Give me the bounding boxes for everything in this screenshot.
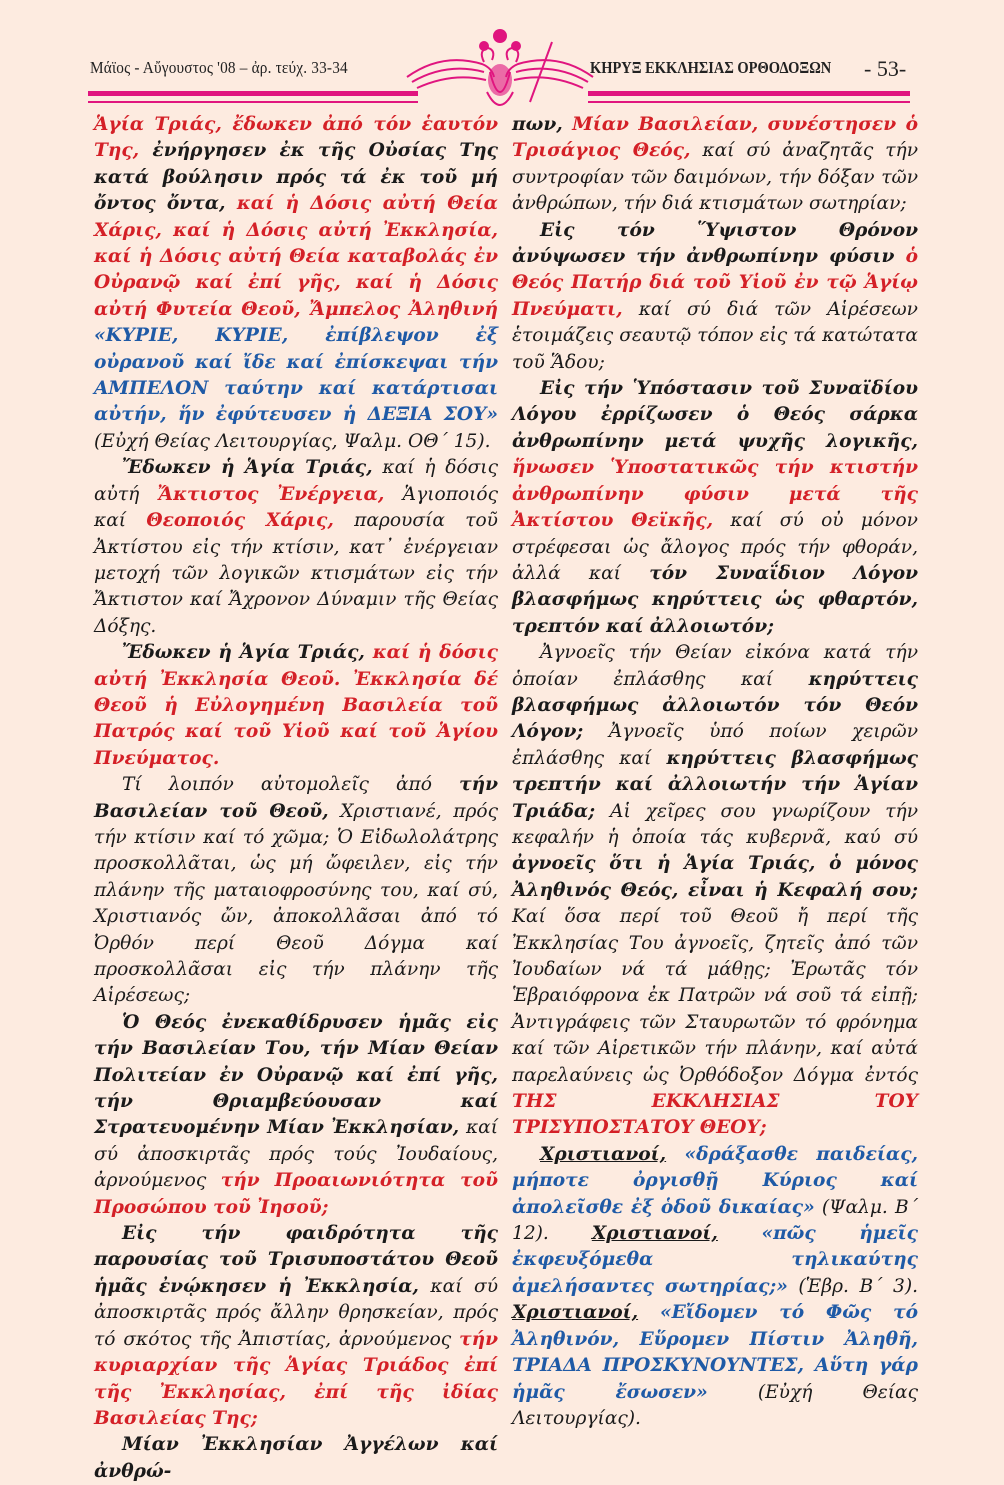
paragraph	[94, 772, 498, 1010]
quote-blue: «ΚΥΡΙΕ, ΚΥΡΙΕ, ἐπίβλεψον ἐξ οὐρανοῦ καί ἴδε καί ἐπίσκεψαι τήν ΑΜΠΕΛΟΝ ταύτην καί κατάρτισαι αὐτήν, ἥν ἐφύτευσεν ἡ ΔΕΞΙΑ ΣΟΥ»	[94, 325, 498, 426]
paragraph	[94, 1010, 498, 1221]
paragraph	[94, 112, 498, 455]
right-column	[512, 112, 918, 1432]
red-text: Ἄκτιστος Ἐνέργεια,	[157, 483, 385, 505]
paragraph	[94, 455, 498, 640]
paragraph	[94, 640, 498, 772]
red-text: Θεοποιός Χάρις,	[146, 510, 334, 532]
text: καί σύ ἀναζητᾶς τήν συντροφίαν τῶν δαιμόνων, τήν δόξαν τῶν ἀνθρώπων, τήν διά κτισμάτων σωτηρίαν;	[512, 140, 918, 215]
text: Χριστιανέ, πρός τήν κτίσιν καί τό χῶμα; Ὁ Εἰδωλολάτρης προσκολλᾶται, ὡς μή ὤφειλεν, εἰς τήν πλάνην τῆς ματαιοφροσύνης του, καί σύ, Χριστιανός ὤν, ἀποκολλᾶσαι ἀπό τό Ὀρθόν περί Θεοῦ Δόγμα καί προσκολλᾶσαι εἰς τήν πλάνην τῆς Αἱρέσεως;	[94, 800, 498, 1007]
page-header	[0, 0, 1004, 110]
citation: (Ἑβρ. Β´ 3).	[787, 1275, 918, 1297]
bold-text: ἀγνοεῖς ὅτι ἡ Ἁγία Τριάς, ὁ μόνος Ἀληθινός Θεός, εἶναι ἡ Κεφαλή σου;	[512, 853, 918, 901]
text: Ἀγνοεῖς ὑπό ποίων χειρῶν ἐπλάσθης καί	[512, 721, 918, 769]
bold-text: κηρύττεις βλασφήμως τρεπτήν καί ἀλλοιωτήν τήν Ἁγίαν Τριάδα;	[512, 747, 918, 822]
quote-blue: «πῶς ἡμεῖς ἐκφευξόμεθα τηλικαύτης ἀμελήσαντες σωτηρίας;»	[512, 1223, 918, 1297]
header-rule-right-thin	[588, 101, 910, 103]
quote-blue: «Εἴδομεν τό Φῶς τό Ἀληθινόν, Εὕρομεν Πίστιν Ἀληθῆ, ΤΡΙΑΔΑ ΠΡΟΣΚΥΝΟΥΝΤΕΣ, Αὕτη γάρ ἡμᾶς ἔσωσεν»	[512, 1302, 918, 1403]
red-text: ΤΗΣ ΕΚΚΛΗΣΙΑΣ ΤΟΥ ΤΡΙΣΥΠΟΣΤΑΤΟΥ ΘΕΟΥ;	[512, 1091, 918, 1139]
underlined-address: Χριστιανοί,	[540, 1143, 667, 1165]
header-rule-left	[88, 91, 418, 96]
text: Τί λοιπόν αὐτομολεῖς ἀπό	[122, 774, 460, 796]
text: καί σύ διά τῶν Αἱρέσεων ἑτοιμάζεις σεαυτῷ τόπον εἰς τά κατώτατα τοῦ Ἅδου;	[512, 298, 918, 373]
citation: (Εὐχή Θείας Λειτουργίας, Ψαλμ. ΟΘ´ 15).	[94, 430, 491, 452]
bold-text: πων,	[512, 114, 563, 135]
left-column	[94, 112, 498, 1485]
bold-text: Ἔδωκεν ἡ Ἁγία Τριάς,	[122, 642, 365, 664]
bold-text: τήν Βασιλείαν τοῦ Θεοῦ,	[94, 774, 498, 822]
text: Αἱ χεῖρες σου γνωρίζουν τήν κεφαλήν ἡ ὁποία τάς κυβερνᾶ, καύ σύ	[512, 800, 918, 848]
red-text: τήν κυριαρχίαν τῆς Ἁγίας Τριάδος ἐπί τῆς Ἐκκλησίας, ἐπί τῆς ἰδίας Βασιλείας Της;	[94, 1328, 498, 1429]
paragraph	[512, 376, 918, 640]
bold-text: κηρύττεις βλασφήμως ἀλλοιωτόν τόν Θεόν Λόγον;	[512, 668, 918, 743]
text: Ἀγνοεῖς τήν Θείαν εἰκόνα κατά τήν ὁποίαν ἐπλάσθης καί	[512, 642, 918, 690]
bold-text: τόν Συναΐδιον Λόγον βλασφήμως κηρύττεις ὡς φθαρτόν, τρεπτόν καί ἀλλοιωτόν;	[512, 562, 919, 637]
text: καί ἡ δόσις αὐτή	[94, 457, 498, 505]
red-text: καί ἡ δόσις αὐτή Ἐκκλησία Θεοῦ. Ἐκκλησία δέ Θεοῦ ἡ Εὐλογημένη Βασιλεία τοῦ Πατρός καί τοῦ Υἱοῦ καί τοῦ Ἁγίου Πνεύματος.	[94, 642, 498, 769]
text: καί σύ ἀποσκιρτᾶς πρός ἄλλην θρησκείαν, πρός τό σκότος τῆς Ἀπιστίας, ἀρνούμενος	[94, 1275, 499, 1350]
text: καί σύ οὐ μόνον στρέφεσαι ὡς ἄλογος πρός τήν φθοράν, ἀλλά καί	[512, 510, 918, 584]
red-text: ἥνωσεν Ὑποστατικῶς τήν κτιστήν ἀνθρωπίνην φύσιν μετά τῆς Ἀκτίστου Θεϊκῆς,	[512, 457, 918, 532]
paragraph	[512, 112, 918, 218]
bold-text: ἐνήργησεν ἐκ τῆς Οὐσίας Της κατά βούλησιν πρός τά ἐκ τοῦ μή ὄντος ὄντα,	[94, 140, 498, 215]
red-text: καί ἡ Δόσις αὐτή Θεία Χάρις, καί ἡ Δόσις αὐτή Ἐκκλησία, καί ἡ Δόσις αὐτή Θεία καταβολάς ἐν Οὐρανῷ καί ἐπί γῆς, καί ἡ Δόσις αὐτή Φυτεία Θεοῦ, Ἄμπελος Ἀληθινή	[94, 193, 498, 320]
bold-text: Εἰς τόν Ὕψιστον Θρόνον ἀνύψωσεν τήν ἀνθρωπίνην φύσιν	[512, 219, 918, 268]
header-rule-right	[588, 91, 910, 96]
underlined-address: Χριστιανοί,	[512, 1302, 639, 1324]
page-number: - 53-	[864, 56, 907, 81]
red-text: Ἁγία Τριάς, ἔδωκεν ἀπό τόν ἑαυτόν Της,	[94, 114, 498, 162]
underlined-address: Χριστιανοί,	[591, 1223, 718, 1245]
paragraph	[512, 1142, 918, 1432]
red-text: ὁ Θεός Πατήρ διά τοῦ Υἱοῦ ἐν τῷ Ἁγίῳ Πνεύματι,	[512, 246, 918, 320]
red-text: τήν Προαιωνιότητα τοῦ Προσώπου τοῦ Ἰησοῦ;	[94, 1170, 498, 1218]
paragraph	[512, 640, 918, 1142]
citation: (Ψαλμ. Β´ 12).	[512, 1196, 918, 1245]
text: καί σύ ἀποσκιρτᾶς πρός τούς Ἰουδαίους, ἀρνούμενος	[94, 1117, 499, 1192]
citation: (Εὐχή Θείας Λειτουργίας).	[512, 1381, 919, 1429]
quote-blue: «δράξασθε παιδείας, μήποτε ὀργισθῇ Κύριος καί ἀπολεῖσθε ἐξ ὁδοῦ δικαίας»	[512, 1143, 918, 1218]
paragraph	[94, 1432, 498, 1485]
bold-text: Μίαν Ἐκκλησίαν Ἀγγέλων καί ἀνθρώ-	[94, 1434, 498, 1482]
publication-title: ΚΗΡΥΞ ΕΚΚΛΗΣΙΑΣ ΟΡΘΟΔΟΞΩΝ	[590, 58, 832, 77]
paragraph	[94, 1221, 498, 1432]
text: παρουσία τοῦ Ἀκτίστου εἰς τήν κτίσιν, κατ᾽ ἐνέργειαν μετοχή τῶν λογικῶν κτισμάτων εἰς τήν Ἄκτιστον καί Ἄχρονον Δύναμιν τῆς Θείας Δόξης.	[94, 510, 498, 637]
double-headed-eagle-icon	[402, 22, 598, 118]
bold-text: Ὁ Θεός ἐνεκαθίδρυσεν ἡμᾶς εἰς τήν Βασιλείαν Του, τήν Μίαν Θείαν Πολιτείαν ἐν Οὐρανῷ καί ἐπί γῆς, τήν Θριαμβεύουσαν καί Στρατευομένην Μίαν Ἐκκλησίαν,	[94, 1011, 498, 1139]
text: Καί ὅσα περί τοῦ Θεοῦ ἤ περί τῆς Ἐκκλησίας Του ἀγνοεῖς, ζητεῖς ἀπό τῶν Ἰουδαίων νά τά μάθῃς; Ἐρωτᾶς τόν Ἑβραιόφρονα ἐκ Πατρῶν νά σοῦ τά εἰπῇ; Ἀντιγράφεις τῶν Σταυρωτῶν τό φρόνημα καί τῶν Αἱρετικῶν τήν πλάνην, καί αὐτά παρελαύνεις ὡς Ὀρθόδοξον Δόγμα ἐντός	[512, 906, 918, 1086]
bold-text: Εἰς τήν Ὑπόστασιν τοῦ Συναϊδίου Λόγου ἐρρίζωσεν ὁ Θεός σάρκα ἀνθρωπίνην μετά ψυχῆς λογικῆς,	[512, 378, 918, 452]
issue-info: Μάϊος - Αὔγουστος '08 – ἀρ. τεύχ. 33-34	[90, 58, 348, 77]
bold-text: Εἰς τήν φαιδρότητα τῆς παρουσίας τοῦ Τρισυποστάτου Θεοῦ ἡμᾶς ἐνῴκησεν ἡ Ἐκκλησία,	[94, 1223, 498, 1297]
bold-text: Ἔδωκεν ἡ Ἁγία Τριάς,	[122, 457, 373, 479]
paragraph	[512, 218, 918, 376]
text: Ἁγιοποιός καί	[94, 483, 499, 532]
red-text: Μίαν Βασιλείαν, συνέστησεν ὁ Τρισάγιος Θεός,	[512, 114, 918, 162]
header-rule-left-thin	[88, 101, 418, 103]
